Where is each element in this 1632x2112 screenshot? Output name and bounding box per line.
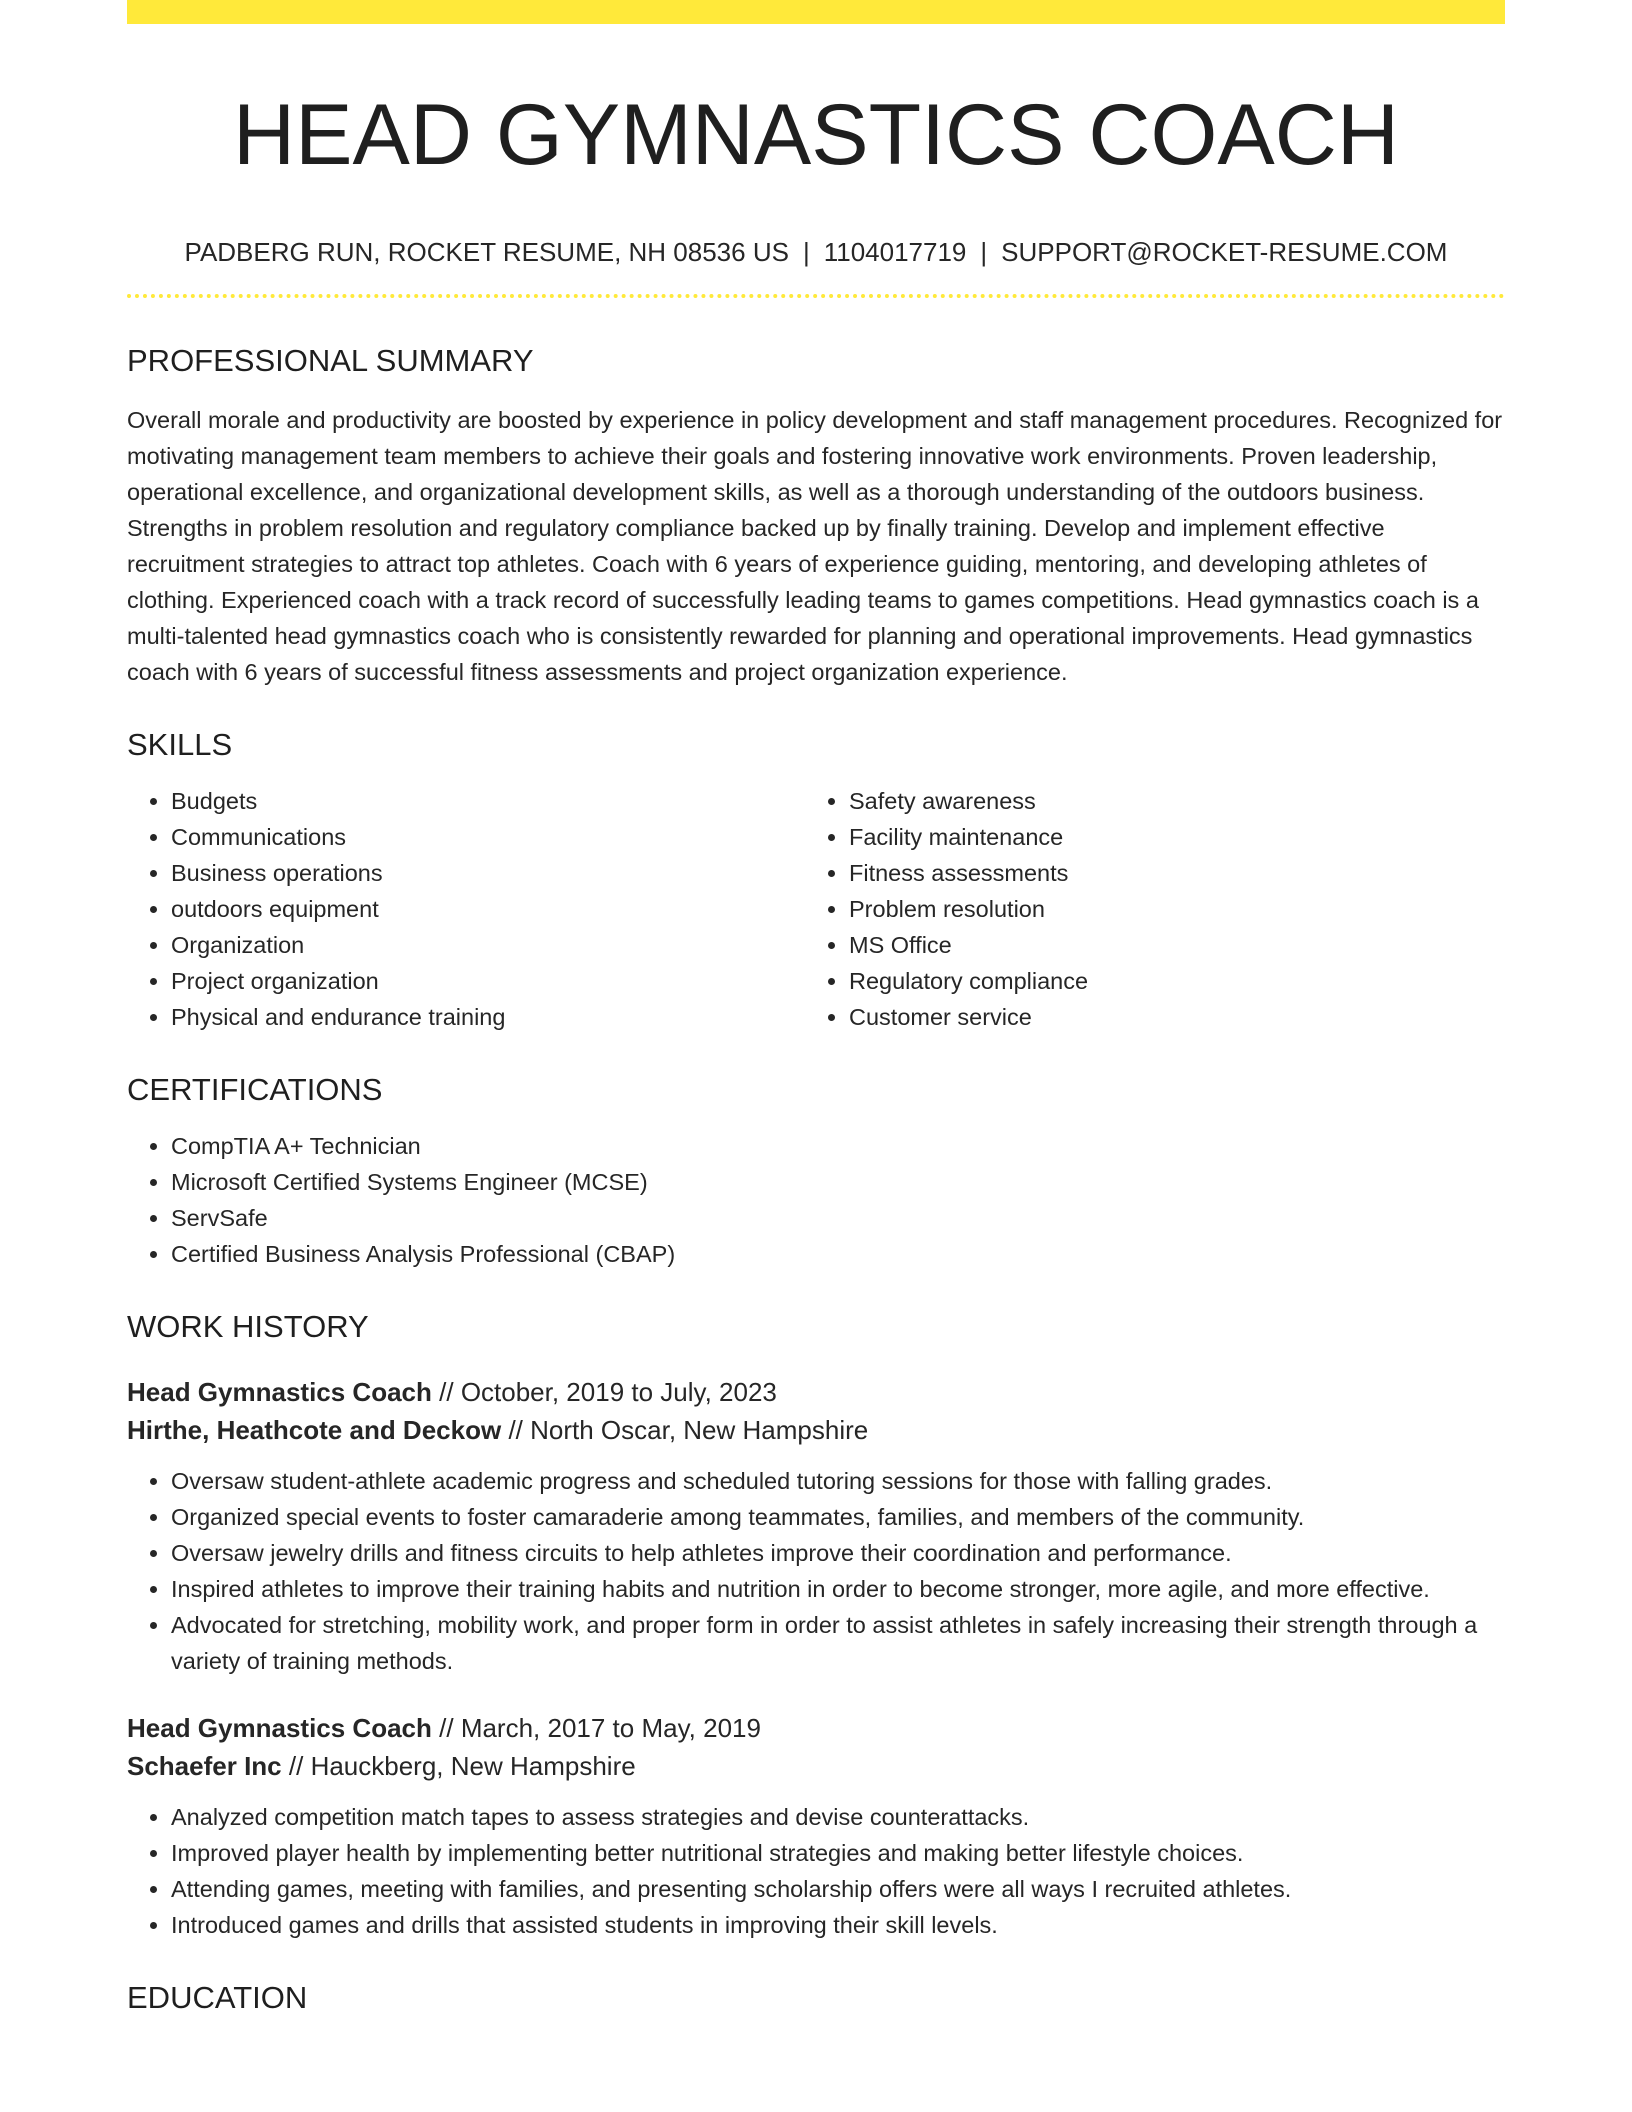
job-bullet: • Introduced games and drills that assisted students in improving their skill levels. (171, 1907, 1505, 1943)
job-delimiter: // (439, 1713, 454, 1744)
skill-item: • MS Office (849, 927, 1483, 963)
certification-item: • ServSafe (171, 1200, 1505, 1236)
job-title-line (127, 1373, 1505, 1411)
skills-left-list (127, 783, 805, 1035)
skills-columns (127, 783, 1505, 1035)
summary-text: Overall morale and productivity are boosted by experience in policy development and staff management procedures. Recognized for motivating management team members to achieve their goals and fostering innovative work environments. Proven leadership, operational excellence, and organizational development skills, as well as a thorough understanding of the outdoors business. Strengths in problem resolution and regulatory compliance backed up by finally training. Develop and implement effective recruitment strategies to attract top athletes. Coach with 6 years of experience guiding, mentoring, and developing athletes of clothing. Experienced coach with a track record of successfully leading teams to games competitions. Head gymnastics coach is a multi-talented head gymnastics coach who is consistently rewarded for planning and operational improvements. Head gymnastics coach with 6 years of successful fitness assessments and project organization experience. (127, 406, 1503, 685)
job-role: Head Gymnastics Coach (127, 1377, 432, 1408)
job-delimiter: // (288, 1751, 304, 1782)
header-divider (127, 294, 1505, 298)
skill-item: • Business operations (171, 855, 805, 891)
skills-right-list (805, 783, 1483, 1035)
skill-item: • Problem resolution (849, 891, 1483, 927)
skill-item: • Customer service (849, 999, 1483, 1035)
job-location: North Oscar, New Hampshire (530, 1415, 869, 1446)
job-dates: October, 2019 to July, 2023 (460, 1377, 777, 1408)
skill-item: • Budgets (171, 783, 805, 819)
job-entry (127, 1709, 1505, 1785)
job-dates: March, 2017 to May, 2019 (460, 1713, 761, 1744)
contact-email[interactable]: SUPPORT@ROCKET-RESUME.COM (1001, 237, 1448, 268)
job-bullet: • Attending games, meeting with families, and presenting scholarship offers were all ways I recruited athletes. (171, 1871, 1505, 1907)
skill-item: • Organization (171, 927, 805, 963)
job-company-line (127, 1747, 1505, 1785)
skills-heading: SKILLS (127, 726, 233, 762)
skill-item: • Safety awareness (849, 783, 1483, 819)
job-delimiter: // (508, 1415, 523, 1446)
certifications-heading: CERTIFICATIONS (127, 1071, 383, 1107)
job-company: Schaefer Inc (127, 1751, 282, 1782)
education-heading: EDUCATION (127, 1980, 308, 2016)
job-bullet: • Analyzed competition match tapes to assess strategies and devise counterattacks. (171, 1799, 1505, 1835)
skill-item: • Regulatory compliance (849, 963, 1483, 999)
skill-item: • Communications (171, 819, 805, 855)
contact-separator: | (980, 237, 988, 268)
certifications-list (127, 1128, 1505, 1272)
job-company-line (127, 1411, 1505, 1449)
job-delimiter: // (439, 1377, 454, 1408)
job-bullet: • Organized special events to foster camaraderie among teammates, families, and members of the community. (171, 1499, 1505, 1535)
certification-item: • Certified Business Analysis Professional (CBAP) (171, 1236, 1505, 1272)
skill-item: • Project organization (171, 963, 805, 999)
job-entry (127, 1373, 1505, 1449)
skill-item: • Physical and endurance training (171, 999, 805, 1035)
job-bullet: • Oversaw student-athlete academic progress and scheduled tutoring sessions for those with falling grades. (171, 1463, 1505, 1499)
skill-item: • outdoors equipment (171, 891, 805, 927)
skill-item: • Fitness assessments (849, 855, 1483, 891)
resume-title: HEAD GYMNASTICS COACH (233, 87, 1399, 183)
skill-item: • Facility maintenance (849, 819, 1483, 855)
contact-separator: | (802, 237, 810, 268)
job-bullet: • Advocated for stretching, mobility work, and proper form in order to assist athletes in safely increasing their strength through a variety of training methods. (171, 1607, 1505, 1679)
resume-page (127, 0, 1505, 2017)
summary-heading: PROFESSIONAL SUMMARY (127, 342, 534, 378)
contact-phone[interactable]: 1104017719 (823, 237, 967, 268)
job-company: Hirthe, Heathcote and Deckow (127, 1415, 502, 1446)
certification-item: • Microsoft Certified Systems Engineer (MCSE) (171, 1164, 1505, 1200)
job-role: Head Gymnastics Coach (127, 1713, 432, 1744)
contact-address: PADBERG RUN, ROCKET RESUME, NH 08536 US (184, 237, 789, 268)
top-accent-bar (127, 0, 1505, 24)
job-location: Hauckberg, New Hampshire (310, 1751, 636, 1782)
job-bullet: • Inspired athletes to improve their training habits and nutrition in order to become stronger, more agile, and more effective. (171, 1571, 1505, 1607)
contact-line (127, 234, 1505, 270)
job-bullets (127, 1463, 1505, 1679)
job-bullet: • Improved player health by implementing better nutritional strategies and making better lifestyle choices. (171, 1835, 1505, 1871)
job-title-line (127, 1709, 1505, 1747)
work-history-heading: WORK HISTORY (127, 1309, 369, 1345)
job-bullets (127, 1799, 1505, 1943)
certification-item: • CompTIA A+ Technician (171, 1128, 1505, 1164)
job-bullet: • Oversaw jewelry drills and fitness circuits to help athletes improve their coordination and performance. (171, 1535, 1505, 1571)
